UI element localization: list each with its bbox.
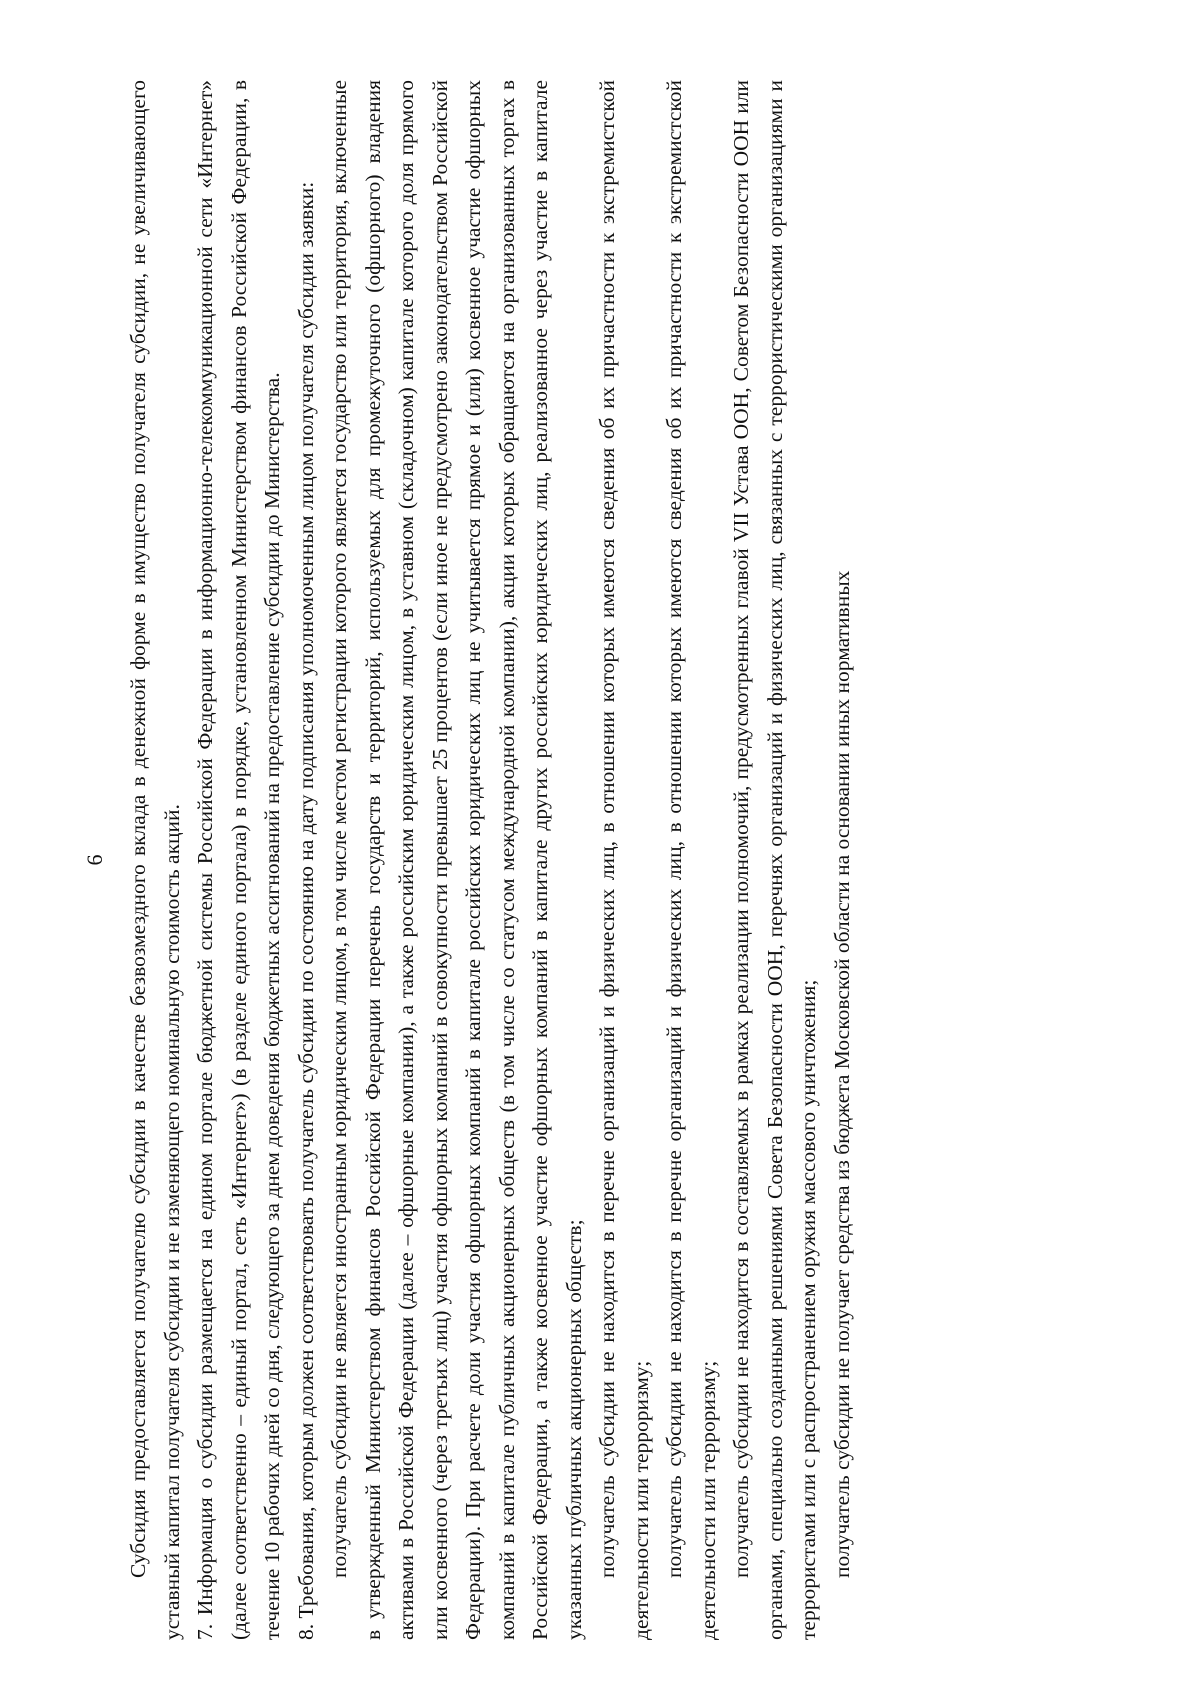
- paragraph-item-7: 7. Информация о субсидии размещается на едином портале бюджетной системы Российской Федерации в информационно-телекоммуникационной сети «Интернет» (далее соответственно – единый портал, сеть «Интернет») (в разделе единого портала) в порядке, установленном Министерством финансов Российской Федерации, в течение 10 рабочих дней со дня, следующего за днем доведения бюджетных ассигнований на предоставление субсидии до Министерства.: [193, 80, 284, 1640]
- paragraph-extremism-requirement-repeat: получатель субсидии не находится в перечне организаций и физических лиц, в отношении которых имеются сведения об их причастности к экстремистской деятельности или терроризму;: [662, 80, 720, 1640]
- paragraph-extremism-requirement: получатель субсидии не находится в перечне организаций и физических лиц, в отношении которых имеются сведения об их причастности к экстремистской деятельности или терроризму;: [595, 80, 653, 1640]
- document-page: [80, 80, 1120, 1640]
- paragraph-un-sanctions-requirement: получатель субсидии не находится в составляемых в рамках реализации полномочий, предусмотренных главой VII Устава ООН, Советом Безопасности ООН или органами, специально созданными решениями Совета Безопасности ООН, перечнях организаций и физических лиц, связанных с террористическими организациями и террористами или с распространением оружия массового уничтожения;: [729, 80, 820, 1640]
- paragraph-subsidy-form: Субсидия предоставляется получателю субсидии в качестве безвозмездного вклада в денежной форме в имущество получателя субсидии, не увеличивающего уставный капитал получателя субсидии и не изменяющего номинальную стоимость акций.: [126, 80, 184, 1640]
- paragraph-item-8: 8. Требования, которым должен соответствовать получатель субсидии по состоянию на дату подписания уполномоченным лицом получателя субсидии заявки:: [293, 181, 318, 1640]
- page-number: 6: [82, 854, 107, 866]
- paragraph-budget-funds-requirement: получатель субсидии не получает средства из бюджета Московской области на основании иных нормативных: [829, 570, 854, 1578]
- document-body: [122, 80, 859, 1640]
- paragraph-offshore-requirement: получатель субсидии не является иностранным юридическим лицом, в том числе местом регистрации которого является государство или территория, включенные в утвержденный Министерством финансов Российской Федерации перечень государств и территорий, используемых для промежуточного (офшорного) владения активами в Российской Федерации (далее – офшорные компании), а также российским юридическим лицом, в уставном (складочном) капитале которого доля прямого или косвенного (через третьих лиц) участия офшорных компаний в совокупности превышает 25 процентов (если иное не предусмотрено законодательством Российской Федерации). При расчете доли участия офшорных компаний в капитале российских юридических лиц не учитывается прямое и (или) косвенное участие офшорных компаний в капитале публичных акционерных обществ (в том числе со статусом международной компании), акции которых обращаются на организованных торгах в Российской Федерации, а также косвенное участие офшорных компаний в капитале других российских юридических лиц, реализованное через участие в капитале указанных публичных акционерных обществ;: [327, 80, 586, 1640]
